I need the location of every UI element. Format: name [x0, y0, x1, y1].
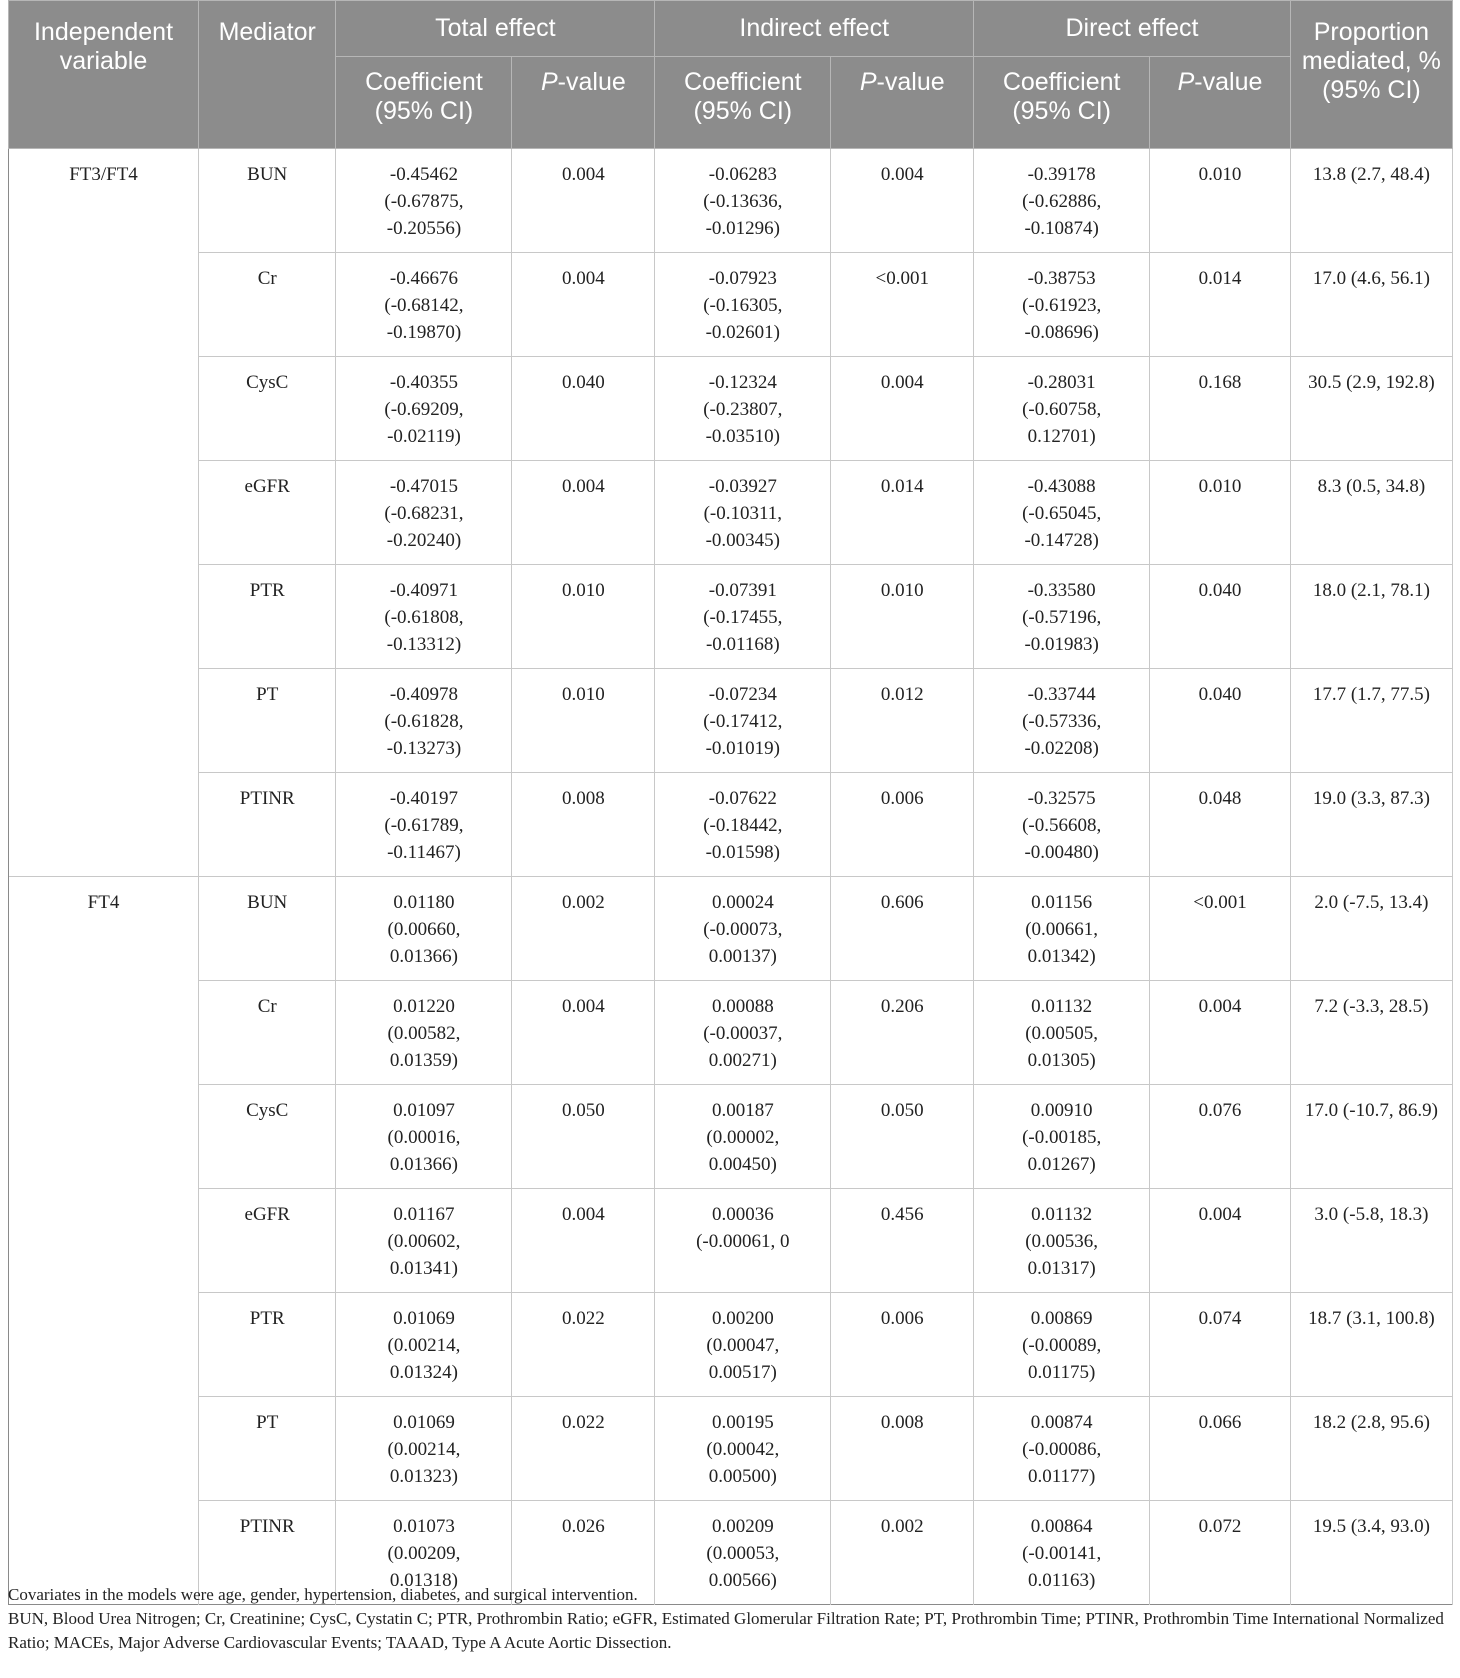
cell-total-p-value: 0.004	[512, 981, 655, 1085]
cell-total-coefficient	[336, 149, 512, 253]
cell-direct-coefficient	[974, 981, 1150, 1085]
cell-indirect-coefficient	[655, 357, 831, 461]
cell-mediator: PTR	[199, 565, 336, 669]
cell-indirect-p-value: 0.014	[831, 461, 974, 565]
cell-total-coefficient-coef: -0.40197	[389, 788, 458, 809]
cell-total-coefficient	[336, 1293, 512, 1397]
cell-proportion-mediated: 13.8 (2.7, 48.4)	[1290, 149, 1452, 253]
cell-proportion-mediated: 17.7 (1.7, 77.5)	[1290, 669, 1452, 773]
cell-total-coefficient-ci-u: -0.19870)	[386, 322, 462, 343]
cell-indirect-p-value: <0.001	[831, 253, 974, 357]
cell-direct-p-value: 0.066	[1150, 1397, 1291, 1501]
cell-direct-coefficient	[974, 669, 1150, 773]
cell-indirect-coefficient-ci-u: -0.00345)	[705, 530, 781, 551]
cell-indirect-coefficient-ci-l: (-0.17455,	[703, 607, 783, 628]
cell-direct-coefficient-coef: -0.43088	[1027, 476, 1096, 497]
cell-indirect-coefficient-ci-u: 0.00500)	[708, 1466, 777, 1487]
cell-total-coefficient-ci-u: 0.01366)	[389, 946, 458, 967]
cell-indirect-p-value: 0.008	[831, 1397, 974, 1501]
header-total-coefficient: Coefficient (95% CI)	[336, 57, 512, 149]
cell-indirect-coefficient-coef: 0.00036	[711, 1204, 774, 1225]
cell-direct-p-value: 0.040	[1150, 565, 1291, 669]
cell-mediator: eGFR	[199, 1189, 336, 1293]
cell-direct-coefficient-ci-u: 0.01267)	[1027, 1154, 1096, 1175]
cell-indirect-coefficient-ci-l: (0.00047,	[706, 1335, 780, 1356]
cell-direct-coefficient-ci-l: (-0.61923,	[1022, 295, 1102, 316]
cell-direct-coefficient-coef: 0.00864	[1030, 1516, 1093, 1537]
cell-indirect-p-value: 0.206	[831, 981, 974, 1085]
cell-indirect-coefficient-ci-l: (-0.23807,	[703, 399, 783, 420]
cell-direct-coefficient	[974, 461, 1150, 565]
cell-total-coefficient-coef: -0.40978	[389, 684, 458, 705]
cell-proportion-mediated: 30.5 (2.9, 192.8)	[1290, 357, 1452, 461]
cell-indirect-coefficient	[655, 669, 831, 773]
table-row	[9, 1293, 1453, 1397]
cell-indirect-coefficient-ci-u: 0.00566)	[708, 1570, 777, 1591]
cell-direct-coefficient	[974, 1085, 1150, 1189]
cell-total-coefficient-ci-l: (-0.68231,	[384, 503, 464, 524]
cell-mediator: PTINR	[199, 773, 336, 877]
cell-total-p-value: 0.050	[512, 1085, 655, 1189]
cell-proportion-mediated: 18.7 (3.1, 100.8)	[1290, 1293, 1452, 1397]
cell-indirect-coefficient-coef: 0.00200	[711, 1308, 774, 1329]
cell-mediator: PTINR	[199, 1501, 336, 1605]
cell-total-p-value: 0.004	[512, 149, 655, 253]
cell-indirect-p-value: 0.606	[831, 877, 974, 981]
cell-direct-p-value: 0.076	[1150, 1085, 1291, 1189]
table-row	[9, 149, 1453, 253]
cell-direct-coefficient-ci-l: (0.00661,	[1025, 919, 1099, 940]
cell-total-coefficient-coef: 0.01097	[393, 1100, 455, 1121]
cell-direct-coefficient-coef: 0.01132	[1031, 996, 1093, 1017]
cell-direct-p-value: 0.074	[1150, 1293, 1291, 1397]
p-suffix: -value	[557, 68, 626, 96]
cell-mediator: CysC	[199, 357, 336, 461]
cell-indirect-p-value: 0.012	[831, 669, 974, 773]
cell-indirect-coefficient	[655, 149, 831, 253]
cell-total-coefficient-ci-u: 0.01323)	[389, 1466, 458, 1487]
table-header	[9, 1, 1453, 149]
cell-indirect-coefficient	[655, 773, 831, 877]
cell-direct-coefficient-coef: -0.33580	[1027, 580, 1096, 601]
cell-direct-coefficient-coef: -0.39178	[1027, 164, 1096, 185]
footnote-abbreviations: BUN, Blood Urea Nitrogen; Cr, Creatinine; CysC, Cystatin C; PTR, Prothrombin Ratio; eGFR, Estimated Glomerular Filtration Rate; PT, Prothrombin Time; PTINR, Prothrombin Time International Normalized Ratio; MACEs, Major Adverse Cardiovascular Events; TAAAD, Type A Acute Aortic Dissection.	[8, 1609, 1444, 1652]
cell-indirect-p-value: 0.050	[831, 1085, 974, 1189]
cell-indirect-coefficient-coef: 0.00195	[711, 1412, 774, 1433]
cell-proportion-mediated: 2.0 (-7.5, 13.4)	[1290, 877, 1452, 981]
cell-total-coefficient-ci-l: (-0.67875,	[384, 191, 464, 212]
cell-proportion-mediated: 18.2 (2.8, 95.6)	[1290, 1397, 1452, 1501]
cell-proportion-mediated: 17.0 (4.6, 56.1)	[1290, 253, 1452, 357]
cell-total-coefficient-ci-l: (0.00016,	[387, 1127, 461, 1148]
cell-indirect-coefficient-ci-u: -0.03510)	[705, 426, 781, 447]
cell-indirect-coefficient-coef: -0.12324	[708, 372, 777, 393]
cell-proportion-mediated: 19.5 (3.4, 93.0)	[1290, 1501, 1452, 1605]
cell-indirect-coefficient-coef: -0.07923	[708, 268, 777, 289]
cell-direct-coefficient-ci-u: 0.01163)	[1027, 1570, 1096, 1591]
cell-direct-coefficient-ci-u: 0.01342)	[1027, 946, 1096, 967]
cell-total-coefficient	[336, 1397, 512, 1501]
cell-proportion-mediated: 3.0 (-5.8, 18.3)	[1290, 1189, 1452, 1293]
cell-total-p-value: 0.004	[512, 461, 655, 565]
cell-indirect-coefficient-ci-l: (-0.17412,	[703, 711, 783, 732]
header-direct-p-value	[1150, 57, 1291, 149]
cell-total-coefficient-ci-l: (0.00582,	[387, 1023, 461, 1044]
cell-mediator: BUN	[199, 877, 336, 981]
cell-direct-coefficient-ci-l: (-0.00089,	[1022, 1335, 1102, 1356]
cell-total-coefficient-coef: 0.01180	[393, 892, 455, 913]
cell-total-coefficient-ci-u: 0.01359)	[389, 1050, 458, 1071]
cell-indirect-coefficient-ci-u: -0.01019)	[705, 738, 781, 759]
cell-total-coefficient-ci-l: (0.00660,	[387, 919, 461, 940]
cell-mediator: Cr	[199, 981, 336, 1085]
cell-indirect-coefficient	[655, 1085, 831, 1189]
cell-direct-coefficient-ci-l: (-0.60758,	[1022, 399, 1102, 420]
cell-total-coefficient-ci-u: -0.13273)	[386, 738, 462, 759]
header-total-p-value	[512, 57, 655, 149]
cell-indirect-coefficient	[655, 981, 831, 1085]
cell-proportion-mediated: 7.2 (-3.3, 28.5)	[1290, 981, 1452, 1085]
header-independent-variable: Independent variable	[9, 1, 199, 149]
table-row	[9, 461, 1453, 565]
cell-direct-p-value: 0.014	[1150, 253, 1291, 357]
cell-direct-p-value: <0.001	[1150, 877, 1291, 981]
cell-direct-coefficient-coef: -0.32575	[1027, 788, 1096, 809]
cell-proportion-mediated: 8.3 (0.5, 34.8)	[1290, 461, 1452, 565]
cell-indirect-coefficient	[655, 1397, 831, 1501]
cell-indirect-p-value: 0.004	[831, 149, 974, 253]
cell-indirect-coefficient-coef: 0.00187	[711, 1100, 774, 1121]
results-table-container	[8, 0, 1453, 1605]
table-row	[9, 1189, 1453, 1293]
cell-indirect-coefficient-ci-u: -0.01598)	[705, 842, 781, 863]
cell-total-coefficient-coef: 0.01167	[393, 1204, 455, 1225]
cell-direct-coefficient-ci-l: (-0.57336,	[1022, 711, 1102, 732]
cell-total-coefficient	[336, 669, 512, 773]
cell-direct-coefficient	[974, 565, 1150, 669]
cell-indirect-coefficient-coef: 0.00088	[711, 996, 774, 1017]
cell-total-p-value: 0.004	[512, 1189, 655, 1293]
p-italic: P	[540, 68, 558, 96]
table-row	[9, 1085, 1453, 1189]
cell-total-coefficient	[336, 773, 512, 877]
cell-indirect-p-value: 0.010	[831, 565, 974, 669]
cell-total-coefficient-ci-l: (-0.68142,	[384, 295, 464, 316]
cell-total-coefficient-ci-u: 0.01324)	[389, 1362, 458, 1383]
cell-direct-coefficient-coef: 0.01132	[1031, 1204, 1093, 1225]
cell-total-coefficient-coef: -0.47015	[389, 476, 458, 497]
cell-direct-coefficient-ci-u: -0.10874)	[1024, 218, 1099, 239]
cell-total-coefficient-coef: -0.45462	[389, 164, 458, 185]
cell-total-coefficient-coef: 0.01069	[393, 1412, 455, 1433]
cell-total-p-value: 0.010	[512, 565, 655, 669]
p-suffix: -value	[876, 68, 945, 96]
cell-total-coefficient-coef: 0.01073	[393, 1516, 455, 1537]
cell-indirect-p-value: 0.002	[831, 1501, 974, 1605]
cell-total-coefficient-ci-l: (-0.69209,	[384, 399, 464, 420]
cell-total-coefficient	[336, 565, 512, 669]
cell-indirect-p-value: 0.006	[831, 1293, 974, 1397]
cell-direct-coefficient-ci-u: -0.02208)	[1024, 738, 1099, 759]
cell-direct-coefficient	[974, 877, 1150, 981]
cell-mediator: Cr	[199, 253, 336, 357]
cell-direct-coefficient-coef: -0.38753	[1027, 268, 1096, 289]
cell-total-coefficient-ci-l: (0.00602,	[387, 1231, 461, 1252]
cell-total-coefficient-ci-u: 0.01341)	[389, 1258, 458, 1279]
cell-direct-coefficient	[974, 253, 1150, 357]
cell-direct-coefficient	[974, 1397, 1150, 1501]
cell-indirect-coefficient-ci-l: (-0.18442,	[703, 815, 783, 836]
cell-direct-coefficient-ci-l: (-0.62886,	[1022, 191, 1102, 212]
cell-indirect-coefficient-coef: -0.07391	[708, 580, 777, 601]
cell-total-coefficient	[336, 981, 512, 1085]
cell-indirect-coefficient-ci-l: (0.00002,	[706, 1127, 780, 1148]
cell-mediator: PT	[199, 1397, 336, 1501]
cell-indirect-p-value: 0.456	[831, 1189, 974, 1293]
cell-total-coefficient-coef: 0.01220	[393, 996, 455, 1017]
cell-direct-coefficient-coef: 0.00910	[1030, 1100, 1093, 1121]
cell-direct-coefficient-ci-u: -0.14728)	[1024, 530, 1099, 551]
cell-indirect-coefficient-coef: -0.03927	[708, 476, 777, 497]
cell-total-p-value: 0.022	[512, 1397, 655, 1501]
cell-total-p-value: 0.010	[512, 669, 655, 773]
cell-direct-coefficient-coef: 0.01156	[1031, 892, 1093, 913]
table-row	[9, 669, 1453, 773]
cell-direct-p-value: 0.004	[1150, 981, 1291, 1085]
cell-direct-coefficient-ci-u: 0.01177)	[1027, 1466, 1096, 1487]
cell-direct-coefficient-coef: 0.00874	[1030, 1412, 1093, 1433]
cell-total-coefficient-ci-u: -0.13312)	[386, 634, 462, 655]
p-suffix: -value	[1194, 68, 1263, 96]
cell-total-p-value: 0.022	[512, 1293, 655, 1397]
cell-total-coefficient	[336, 1085, 512, 1189]
cell-direct-coefficient-ci-l: (-0.00086,	[1022, 1439, 1102, 1460]
cell-indirect-coefficient-coef: 0.00024	[711, 892, 774, 913]
cell-total-coefficient-coef: -0.46676	[389, 268, 458, 289]
header-direct-effect: Direct effect	[974, 1, 1291, 57]
header-proportion-mediated: Proportion mediated, % (95% CI)	[1290, 1, 1452, 149]
cell-total-p-value: 0.008	[512, 773, 655, 877]
cell-indirect-coefficient-coef: -0.06283	[708, 164, 777, 185]
table-body	[9, 149, 1453, 1605]
cell-total-coefficient-ci-u: -0.11467)	[387, 842, 461, 863]
cell-direct-coefficient-ci-l: (-0.57196,	[1022, 607, 1102, 628]
cell-mediator: PT	[199, 669, 336, 773]
cell-total-p-value: 0.026	[512, 1501, 655, 1605]
cell-direct-coefficient	[974, 357, 1150, 461]
cell-direct-coefficient	[974, 1189, 1150, 1293]
cell-mediator: CysC	[199, 1085, 336, 1189]
cell-total-coefficient	[336, 877, 512, 981]
cell-direct-coefficient-ci-l: (-0.00185,	[1022, 1127, 1102, 1148]
cell-indirect-coefficient-ci-u: 0.00450)	[708, 1154, 777, 1175]
cell-total-coefficient-ci-u: 0.01318)	[389, 1570, 458, 1591]
cell-total-coefficient-coef: 0.01069	[393, 1308, 455, 1329]
cell-indirect-coefficient-coef: -0.07234	[708, 684, 777, 705]
cell-indirect-coefficient	[655, 1293, 831, 1397]
cell-indirect-coefficient	[655, 877, 831, 981]
cell-direct-coefficient-coef: -0.33744	[1027, 684, 1096, 705]
cell-direct-p-value: 0.010	[1150, 461, 1291, 565]
p-italic: P	[859, 68, 877, 96]
footnote-covariates: Covariates in the models were age, gender, hypertension, diabetes, and surgical intervention.	[8, 1585, 638, 1604]
cell-indirect-coefficient-ci-l: (0.00053,	[706, 1543, 780, 1564]
cell-indirect-coefficient	[655, 565, 831, 669]
cell-direct-coefficient-ci-l: (-0.00141,	[1022, 1543, 1102, 1564]
cell-total-coefficient-ci-l: (-0.61789,	[384, 815, 464, 836]
cell-independent-variable: FT4	[9, 877, 199, 1605]
cell-indirect-coefficient	[655, 1189, 831, 1293]
cell-indirect-coefficient-ci-l: (0.00042,	[706, 1439, 780, 1460]
cell-indirect-coefficient-ci-u: -0.02601)	[705, 322, 781, 343]
cell-indirect-coefficient-ci-u: -0.01168)	[705, 634, 780, 655]
cell-direct-coefficient-ci-l: (-0.56608,	[1022, 815, 1102, 836]
cell-direct-coefficient-coef: -0.28031	[1027, 372, 1096, 393]
cell-total-coefficient	[336, 357, 512, 461]
table-row	[9, 981, 1453, 1085]
cell-total-coefficient-ci-u: -0.02119)	[387, 426, 461, 447]
cell-indirect-coefficient-ci-l: (-0.00037,	[703, 1023, 783, 1044]
cell-total-coefficient-ci-u: -0.20556)	[386, 218, 462, 239]
table-row	[9, 877, 1453, 981]
table-row	[9, 1397, 1453, 1501]
cell-indirect-coefficient	[655, 461, 831, 565]
cell-direct-coefficient-ci-u: -0.00480)	[1024, 842, 1099, 863]
table-row	[9, 357, 1453, 461]
cell-independent-variable: FT3/FT4	[9, 149, 199, 877]
cell-total-coefficient-ci-l: (-0.61808,	[384, 607, 464, 628]
cell-direct-coefficient-coef: 0.00869	[1030, 1308, 1093, 1329]
cell-direct-p-value: 0.168	[1150, 357, 1291, 461]
cell-total-p-value: 0.002	[512, 877, 655, 981]
cell-direct-p-value: 0.040	[1150, 669, 1291, 773]
header-indirect-coefficient: Coefficient (95% CI)	[655, 57, 831, 149]
cell-total-p-value: 0.004	[512, 253, 655, 357]
cell-direct-coefficient-ci-u: -0.01983)	[1024, 634, 1099, 655]
cell-proportion-mediated: 19.0 (3.3, 87.3)	[1290, 773, 1452, 877]
header-mediator: Mediator	[199, 1, 336, 149]
cell-mediator: PTR	[199, 1293, 336, 1397]
cell-total-coefficient-ci-u: -0.20240)	[386, 530, 462, 551]
cell-direct-coefficient-ci-u: 0.12701)	[1027, 426, 1096, 447]
cell-indirect-coefficient-ci-u: 0.00137)	[708, 946, 777, 967]
cell-direct-p-value: 0.004	[1150, 1189, 1291, 1293]
cell-direct-coefficient-ci-l: (0.00536,	[1025, 1231, 1099, 1252]
cell-indirect-coefficient-ci-u: 0.00517)	[708, 1362, 777, 1383]
cell-direct-coefficient-ci-u: 0.01175)	[1027, 1362, 1096, 1383]
mediation-results-table	[8, 0, 1453, 1605]
cell-total-coefficient	[336, 253, 512, 357]
table-row	[9, 565, 1453, 669]
cell-total-coefficient-ci-l: (0.00214,	[387, 1335, 461, 1356]
table-row	[9, 253, 1453, 357]
cell-direct-p-value: 0.048	[1150, 773, 1291, 877]
cell-total-coefficient	[336, 461, 512, 565]
cell-indirect-coefficient-ci-l: (-0.00073,	[703, 919, 783, 940]
cell-indirect-coefficient-ci-l: (-0.13636,	[703, 191, 783, 212]
cell-direct-coefficient	[974, 149, 1150, 253]
cell-proportion-mediated: 17.0 (-10.7, 86.9)	[1290, 1085, 1452, 1189]
cell-indirect-coefficient-coef: -0.07622	[708, 788, 777, 809]
cell-mediator: BUN	[199, 149, 336, 253]
cell-total-coefficient	[336, 1189, 512, 1293]
p-italic: P	[1177, 68, 1195, 96]
cell-total-coefficient-ci-l: (0.00209,	[387, 1543, 461, 1564]
cell-direct-p-value: 0.010	[1150, 149, 1291, 253]
cell-indirect-coefficient-ci-u: 0.00271)	[708, 1050, 777, 1071]
cell-direct-coefficient-ci-l: (-0.65045,	[1022, 503, 1102, 524]
cell-indirect-coefficient-ci-l: (-0.00061, 0	[696, 1231, 790, 1252]
header-direct-coefficient: Coefficient (95% CI)	[974, 57, 1150, 149]
cell-indirect-coefficient-coef: 0.00209	[711, 1516, 774, 1537]
cell-indirect-coefficient-ci-u: -0.01296)	[705, 218, 781, 239]
header-indirect-effect: Indirect effect	[655, 1, 974, 57]
cell-total-coefficient-coef: -0.40971	[389, 580, 458, 601]
table-row	[9, 773, 1453, 877]
cell-indirect-coefficient-ci-l: (-0.10311,	[703, 503, 783, 524]
cell-direct-coefficient-ci-u: 0.01305)	[1027, 1050, 1096, 1071]
cell-direct-coefficient-ci-u: -0.08696)	[1024, 322, 1099, 343]
table-footnotes	[8, 1583, 1453, 1655]
cell-total-coefficient-ci-l: (-0.61828,	[384, 711, 464, 732]
header-indirect-p-value	[831, 57, 974, 149]
cell-direct-coefficient	[974, 1293, 1150, 1397]
cell-indirect-p-value: 0.006	[831, 773, 974, 877]
cell-total-coefficient-ci-l: (0.00214,	[387, 1439, 461, 1460]
cell-total-coefficient-ci-u: 0.01366)	[389, 1154, 458, 1175]
cell-indirect-p-value: 0.004	[831, 357, 974, 461]
cell-total-coefficient-coef: -0.40355	[389, 372, 458, 393]
cell-indirect-coefficient	[655, 253, 831, 357]
cell-indirect-coefficient-ci-l: (-0.16305,	[703, 295, 783, 316]
header-total-effect: Total effect	[336, 1, 655, 57]
cell-direct-coefficient-ci-u: 0.01317)	[1027, 1258, 1096, 1279]
cell-direct-p-value: 0.072	[1150, 1501, 1291, 1605]
cell-direct-coefficient-ci-l: (0.00505,	[1025, 1023, 1099, 1044]
cell-mediator: eGFR	[199, 461, 336, 565]
cell-proportion-mediated: 18.0 (2.1, 78.1)	[1290, 565, 1452, 669]
cell-direct-coefficient	[974, 773, 1150, 877]
cell-total-p-value: 0.040	[512, 357, 655, 461]
